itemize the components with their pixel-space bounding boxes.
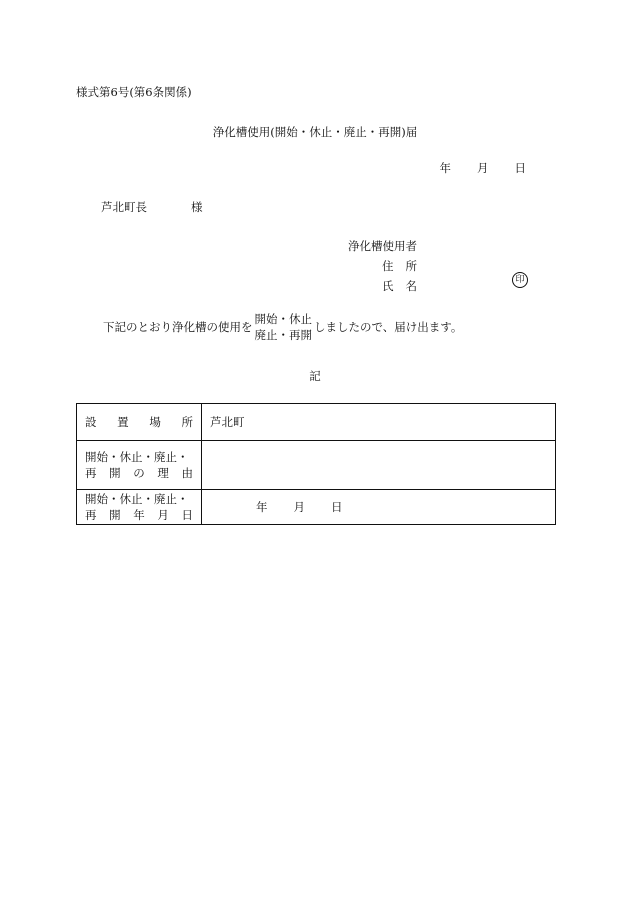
table-row bbox=[77, 490, 556, 525]
change-year-label: 年 bbox=[256, 500, 268, 514]
reason-value[interactable] bbox=[202, 441, 556, 490]
seal-icon: 印 bbox=[512, 272, 528, 288]
reason-label-line-1: 開始・休止・廃止・ bbox=[85, 450, 189, 464]
statement-suffix: しましたので、届け出ます。 bbox=[314, 320, 463, 334]
installation-location-text: 設 置 場 所 bbox=[85, 415, 193, 429]
options-line-1: 開始・休止 bbox=[254, 312, 312, 326]
change-date-label bbox=[77, 490, 202, 525]
options-line-2: 廃止・再開 bbox=[254, 328, 312, 342]
change-date-label-line-2: 再 開 年 月 日 bbox=[85, 508, 193, 522]
year-label: 年 bbox=[439, 161, 451, 175]
status-options bbox=[255, 311, 313, 343]
table-row bbox=[77, 441, 556, 490]
table-row bbox=[77, 404, 556, 441]
applicant-role: 浄化槽使用者 bbox=[348, 239, 417, 253]
address-label: 住所 bbox=[382, 259, 429, 273]
record-table bbox=[76, 403, 556, 525]
installation-location-label bbox=[77, 404, 202, 441]
change-date-value[interactable] bbox=[202, 490, 556, 525]
form-number: 様式第6号(第6条関係) bbox=[76, 85, 192, 99]
installation-location-value[interactable]: 芦北町 bbox=[202, 404, 556, 441]
reason-label bbox=[77, 441, 202, 490]
day-label: 日 bbox=[514, 161, 526, 175]
statement-prefix: 下記のとおり浄化槽の使用を bbox=[103, 320, 253, 334]
address-row bbox=[348, 256, 429, 276]
change-day-label: 日 bbox=[331, 500, 343, 514]
addressee-honorific: 様 bbox=[191, 200, 203, 214]
name-row bbox=[348, 276, 429, 296]
name-label: 氏名 bbox=[382, 279, 429, 293]
statement bbox=[103, 311, 462, 343]
change-month-label: 月 bbox=[293, 500, 305, 514]
month-label: 月 bbox=[477, 161, 489, 175]
applicant-block bbox=[348, 236, 429, 296]
submission-date bbox=[440, 160, 527, 176]
addressee bbox=[101, 199, 203, 215]
addressee-name: 芦北町長 bbox=[101, 200, 147, 214]
document-title: 浄化槽使用(開始・休止・廃止・再開)届 bbox=[212, 125, 418, 139]
reason-label-line-2: 再 開 の 理 由 bbox=[85, 466, 193, 480]
ki-heading: 記 bbox=[309, 369, 321, 383]
change-date-label-line-1: 開始・休止・廃止・ bbox=[85, 492, 189, 506]
